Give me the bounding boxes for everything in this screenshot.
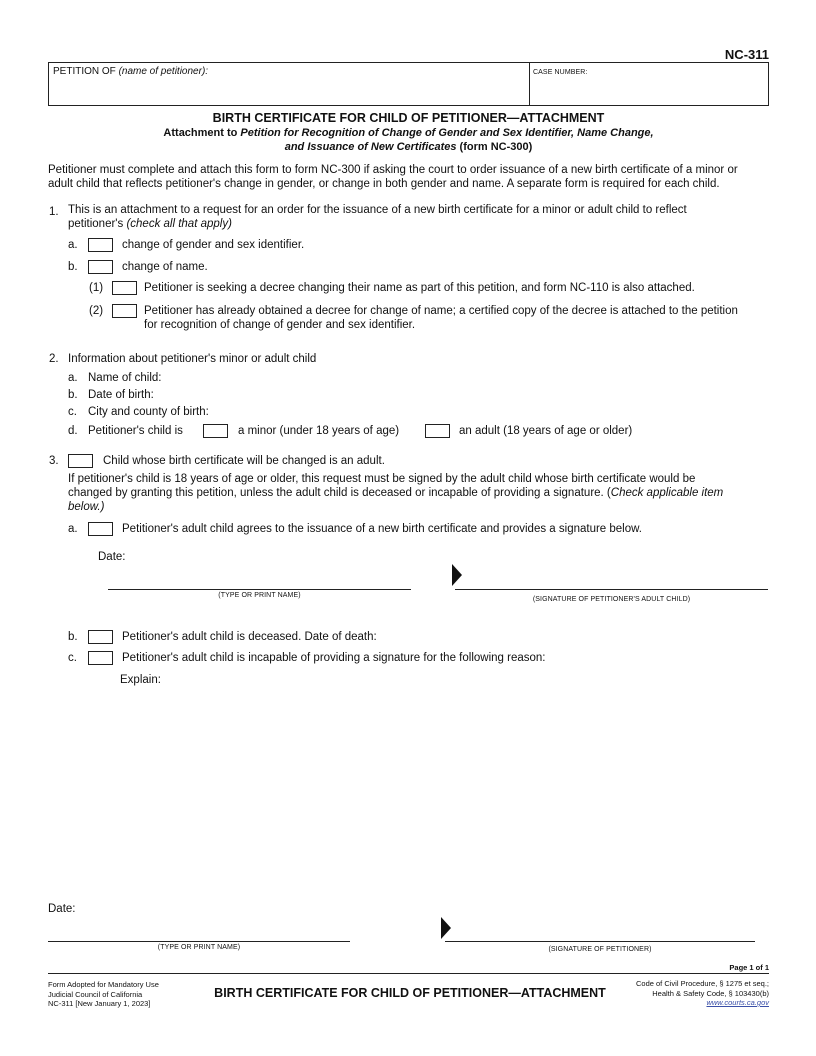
petitioner-name-field[interactable] <box>53 81 523 101</box>
item3-para2-italic: Check applicable item <box>610 487 724 499</box>
footer-rule <box>48 973 769 974</box>
child-signature-field[interactable] <box>455 570 768 588</box>
item3-para-3: below.) <box>68 501 105 513</box>
item2d-letter: d. <box>68 425 78 437</box>
item2c-letter: c. <box>68 406 77 418</box>
subtitle-prefix: Attachment to <box>163 127 241 139</box>
child-date-field[interactable] <box>135 548 335 564</box>
item3b-checkbox[interactable] <box>88 630 113 644</box>
form-title: BIRTH CERTIFICATE FOR CHILD OF PETITIONER—ATTACHMENT <box>212 111 605 125</box>
child-name-field[interactable] <box>170 370 765 386</box>
item2-number: 2. <box>49 353 59 365</box>
petitioner-date-label: Date: <box>48 903 76 915</box>
item3-para-2 <box>68 487 723 499</box>
minor-text: a minor (under 18 years of age) <box>238 425 400 437</box>
child-type-name-label: (TYPE OR PRINT NAME) <box>218 592 301 599</box>
item3c-text: Petitioner's adult child is incapable of providing a signature for the following reason: <box>122 652 546 664</box>
explain-textarea[interactable] <box>120 690 765 890</box>
petition-label-italic: (name of petitioner): <box>118 66 209 77</box>
item1a-text: change of gender and sex identifier. <box>122 239 305 251</box>
adult-checkbox[interactable] <box>425 424 450 438</box>
explain-label: Explain: <box>120 674 161 686</box>
item3b-letter: b. <box>68 631 78 643</box>
footer-title: BIRTH CERTIFICATE FOR CHILD OF PETITIONER—ATTACHMENT <box>214 986 606 1000</box>
footer-left <box>48 980 159 1009</box>
footer-right-1: Code of Civil Procedure, § 1275 et seq.; <box>636 979 769 988</box>
item1b-text: change of name. <box>122 261 208 273</box>
date-of-death-field[interactable] <box>392 629 762 645</box>
petitioner-name-print-line <box>48 941 350 942</box>
subtitle-italic-2: and Issuance of New Certificates <box>284 141 457 153</box>
item3-number: 3. <box>49 455 59 467</box>
item2a-letter: a. <box>68 372 78 384</box>
petitioner-signature-label: (SIGNATURE OF PETITIONER) <box>548 946 652 953</box>
adult-text: an adult (18 years of age or older) <box>459 425 633 437</box>
item1b-checkbox[interactable] <box>88 260 113 274</box>
form-subtitle-1 <box>48 127 769 139</box>
subtitle-suffix: (form NC-300) <box>456 141 533 153</box>
item1-line2-italic: (check all that apply) <box>126 218 232 230</box>
item3-para2-prefix: changed by granting this petition, unless the adult child is deceased or incapable of providing a signature. ( <box>68 487 611 499</box>
footer-left-3: NC-311 [New January 1, 2023] <box>48 999 151 1008</box>
item3c-letter: c. <box>68 652 77 664</box>
item3-heading: Child whose birth certificate will be changed is an adult. <box>103 455 385 467</box>
petition-label-text: PETITION OF <box>53 66 119 77</box>
item2a-text: Name of child: <box>88 372 162 384</box>
footer-left-1: Form Adopted for Mandatory Use <box>48 980 159 989</box>
item1b2-checkbox[interactable] <box>112 304 137 318</box>
footer-right-2: Health & Safety Code, § 103430(b) <box>652 988 769 998</box>
intro-line-2: adult child that reflects petitioner's change in gender, or change in both gender and name. A separate form is required for each child. <box>48 178 720 190</box>
footer-left-2: Judicial Council of California <box>48 989 143 999</box>
child-signature-label: (SIGNATURE OF PETITIONER'S ADULT CHILD) <box>532 596 691 603</box>
item1a-letter: a. <box>68 239 78 251</box>
footer-right <box>636 979 769 1008</box>
item2c-text: City and county of birth: <box>88 406 209 418</box>
item3-para-1: If petitioner's child is 18 years of age or older, this request must be signed by the adult child whose birth certificate would be <box>68 473 696 485</box>
item1a-checkbox[interactable] <box>88 238 113 252</box>
petitioner-name-print-field[interactable] <box>48 922 350 940</box>
form-id: NC-311 <box>724 47 769 62</box>
form-subtitle-2 <box>48 141 769 153</box>
case-number-label: CASE NUMBER: <box>533 69 588 76</box>
page-number: Page 1 of 1 <box>729 963 769 972</box>
intro-line-1: Petitioner must complete and attach this form to form NC-300 if asking the court to order issuance of a new birth certificate of a minor or <box>48 164 738 176</box>
item3a-letter: a. <box>68 523 78 535</box>
petition-of-label <box>53 66 208 77</box>
item2b-letter: b. <box>68 389 78 401</box>
petitioner-signature-line <box>445 941 755 942</box>
item1b1-text: Petitioner is seeking a decree changing their name as part of this petition, and form NC-110 is also attached. <box>144 282 695 294</box>
item3-checkbox[interactable] <box>68 454 93 468</box>
case-number-field[interactable] <box>533 79 765 101</box>
item1-line2-prefix: petitioner's <box>68 218 127 230</box>
petitioner-type-name-label: (TYPE OR PRINT NAME) <box>157 944 241 951</box>
petitioner-signature-field[interactable] <box>445 922 755 940</box>
item3c-checkbox[interactable] <box>88 651 113 665</box>
item3b-text: Petitioner's adult child is deceased. Date of death: <box>122 631 377 643</box>
child-name-print-field[interactable] <box>108 570 411 588</box>
item1b2-line-2: for recognition of change of gender and sex identifier. <box>144 319 416 331</box>
item1b2-number: (2) <box>89 305 104 317</box>
child-name-print-line <box>108 589 411 590</box>
petitioner-date-field[interactable] <box>82 900 282 916</box>
child-birthplace-field[interactable] <box>220 404 765 420</box>
item2d-text: Petitioner's child is <box>88 425 183 437</box>
item2b-text: Date of birth: <box>88 389 154 401</box>
minor-checkbox[interactable] <box>203 424 228 438</box>
item1-line-2 <box>68 218 232 230</box>
item3a-text: Petitioner's adult child agrees to the issuance of a new birth certificate and provides a signature below. <box>122 523 642 535</box>
item1b1-number: (1) <box>89 282 104 294</box>
courts-website-link[interactable]: www.courts.ca.gov <box>706 998 769 1007</box>
header-box <box>48 62 769 106</box>
child-date-label: Date: <box>98 551 126 563</box>
item1b2-line-1: Petitioner has already obtained a decree for change of name; a certified copy of the decree is attached to the petition <box>144 305 738 317</box>
subtitle-italic-1: Petition for Recognition of Change of Gender and Sex Identifier, Name Change, <box>240 127 654 139</box>
child-dob-field[interactable] <box>165 387 765 403</box>
header-divider <box>529 63 530 105</box>
item3a-checkbox[interactable] <box>88 522 113 536</box>
item1-number: 1. <box>49 206 59 218</box>
item1b1-checkbox[interactable] <box>112 281 137 295</box>
child-signature-line <box>455 589 768 590</box>
item1b-letter: b. <box>68 261 78 273</box>
item2-heading: Information about petitioner's minor or adult child <box>68 353 317 365</box>
item1-line-1: This is an attachment to a request for an order for the issuance of a new birth certificate for a minor or adult child to reflect <box>68 204 687 216</box>
